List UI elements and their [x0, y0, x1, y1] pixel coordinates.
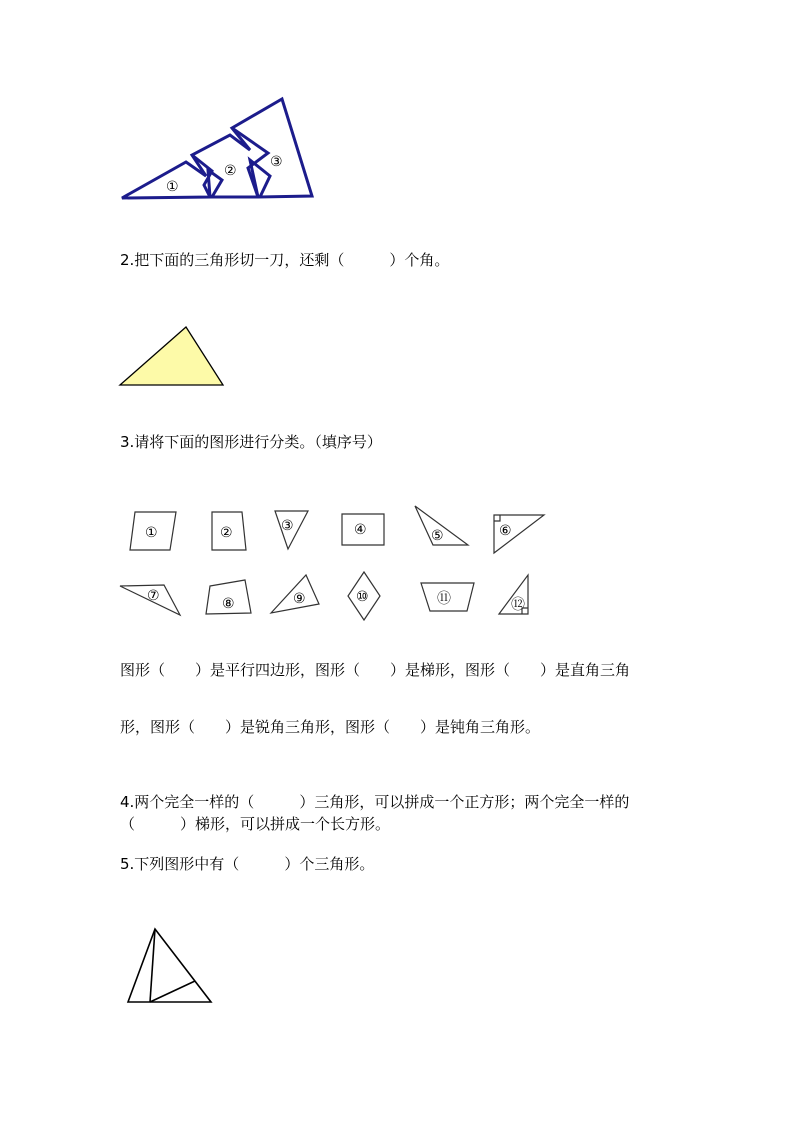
piece-label-1: ① [166, 179, 179, 195]
shape-label-2: ② [220, 525, 233, 541]
piece-label-3: ③ [270, 154, 283, 170]
question-4-line-1: 4.两个完全一样的（ ）三角形，可以拼成一个正方形；两个完全一样的 [120, 793, 630, 811]
shape-label-1: ① [145, 525, 158, 541]
question-4-line-2: （ ）梯形，可以拼成一个长方形。 [120, 815, 391, 833]
shape-label-11: ⑪ [437, 591, 451, 607]
shape-label-7: ⑦ [147, 588, 160, 604]
shape-label-4: ④ [354, 522, 367, 538]
shape-label-12: ⑫ [511, 597, 525, 613]
question-5: 5.下列图形中有（ ）个三角形。 [120, 855, 375, 873]
question-3-line-2: 形，图形（ ）是锐角三角形，图形（ ）是钝角三角形。 [120, 718, 541, 736]
shape-label-9: ⑨ [293, 591, 306, 607]
question-3-line-1: 图形（ ）是平行四边形，图形（ ）是梯形，图形（ ）是直角三角 [120, 661, 631, 679]
shape-label-6: ⑥ [499, 523, 512, 539]
shape-label-5: ⑤ [431, 528, 444, 544]
shape-label-3: ③ [281, 518, 294, 534]
question-2: 2.把下面的三角形切一刀，还剩（ ）个角。 [120, 251, 450, 269]
shape-label-10: ⑩ [356, 589, 369, 605]
question-3: 3.请将下面的图形进行分类。（填序号） [120, 433, 382, 451]
piece-label-2: ② [224, 163, 237, 179]
shape-label-8: ⑧ [222, 596, 235, 612]
